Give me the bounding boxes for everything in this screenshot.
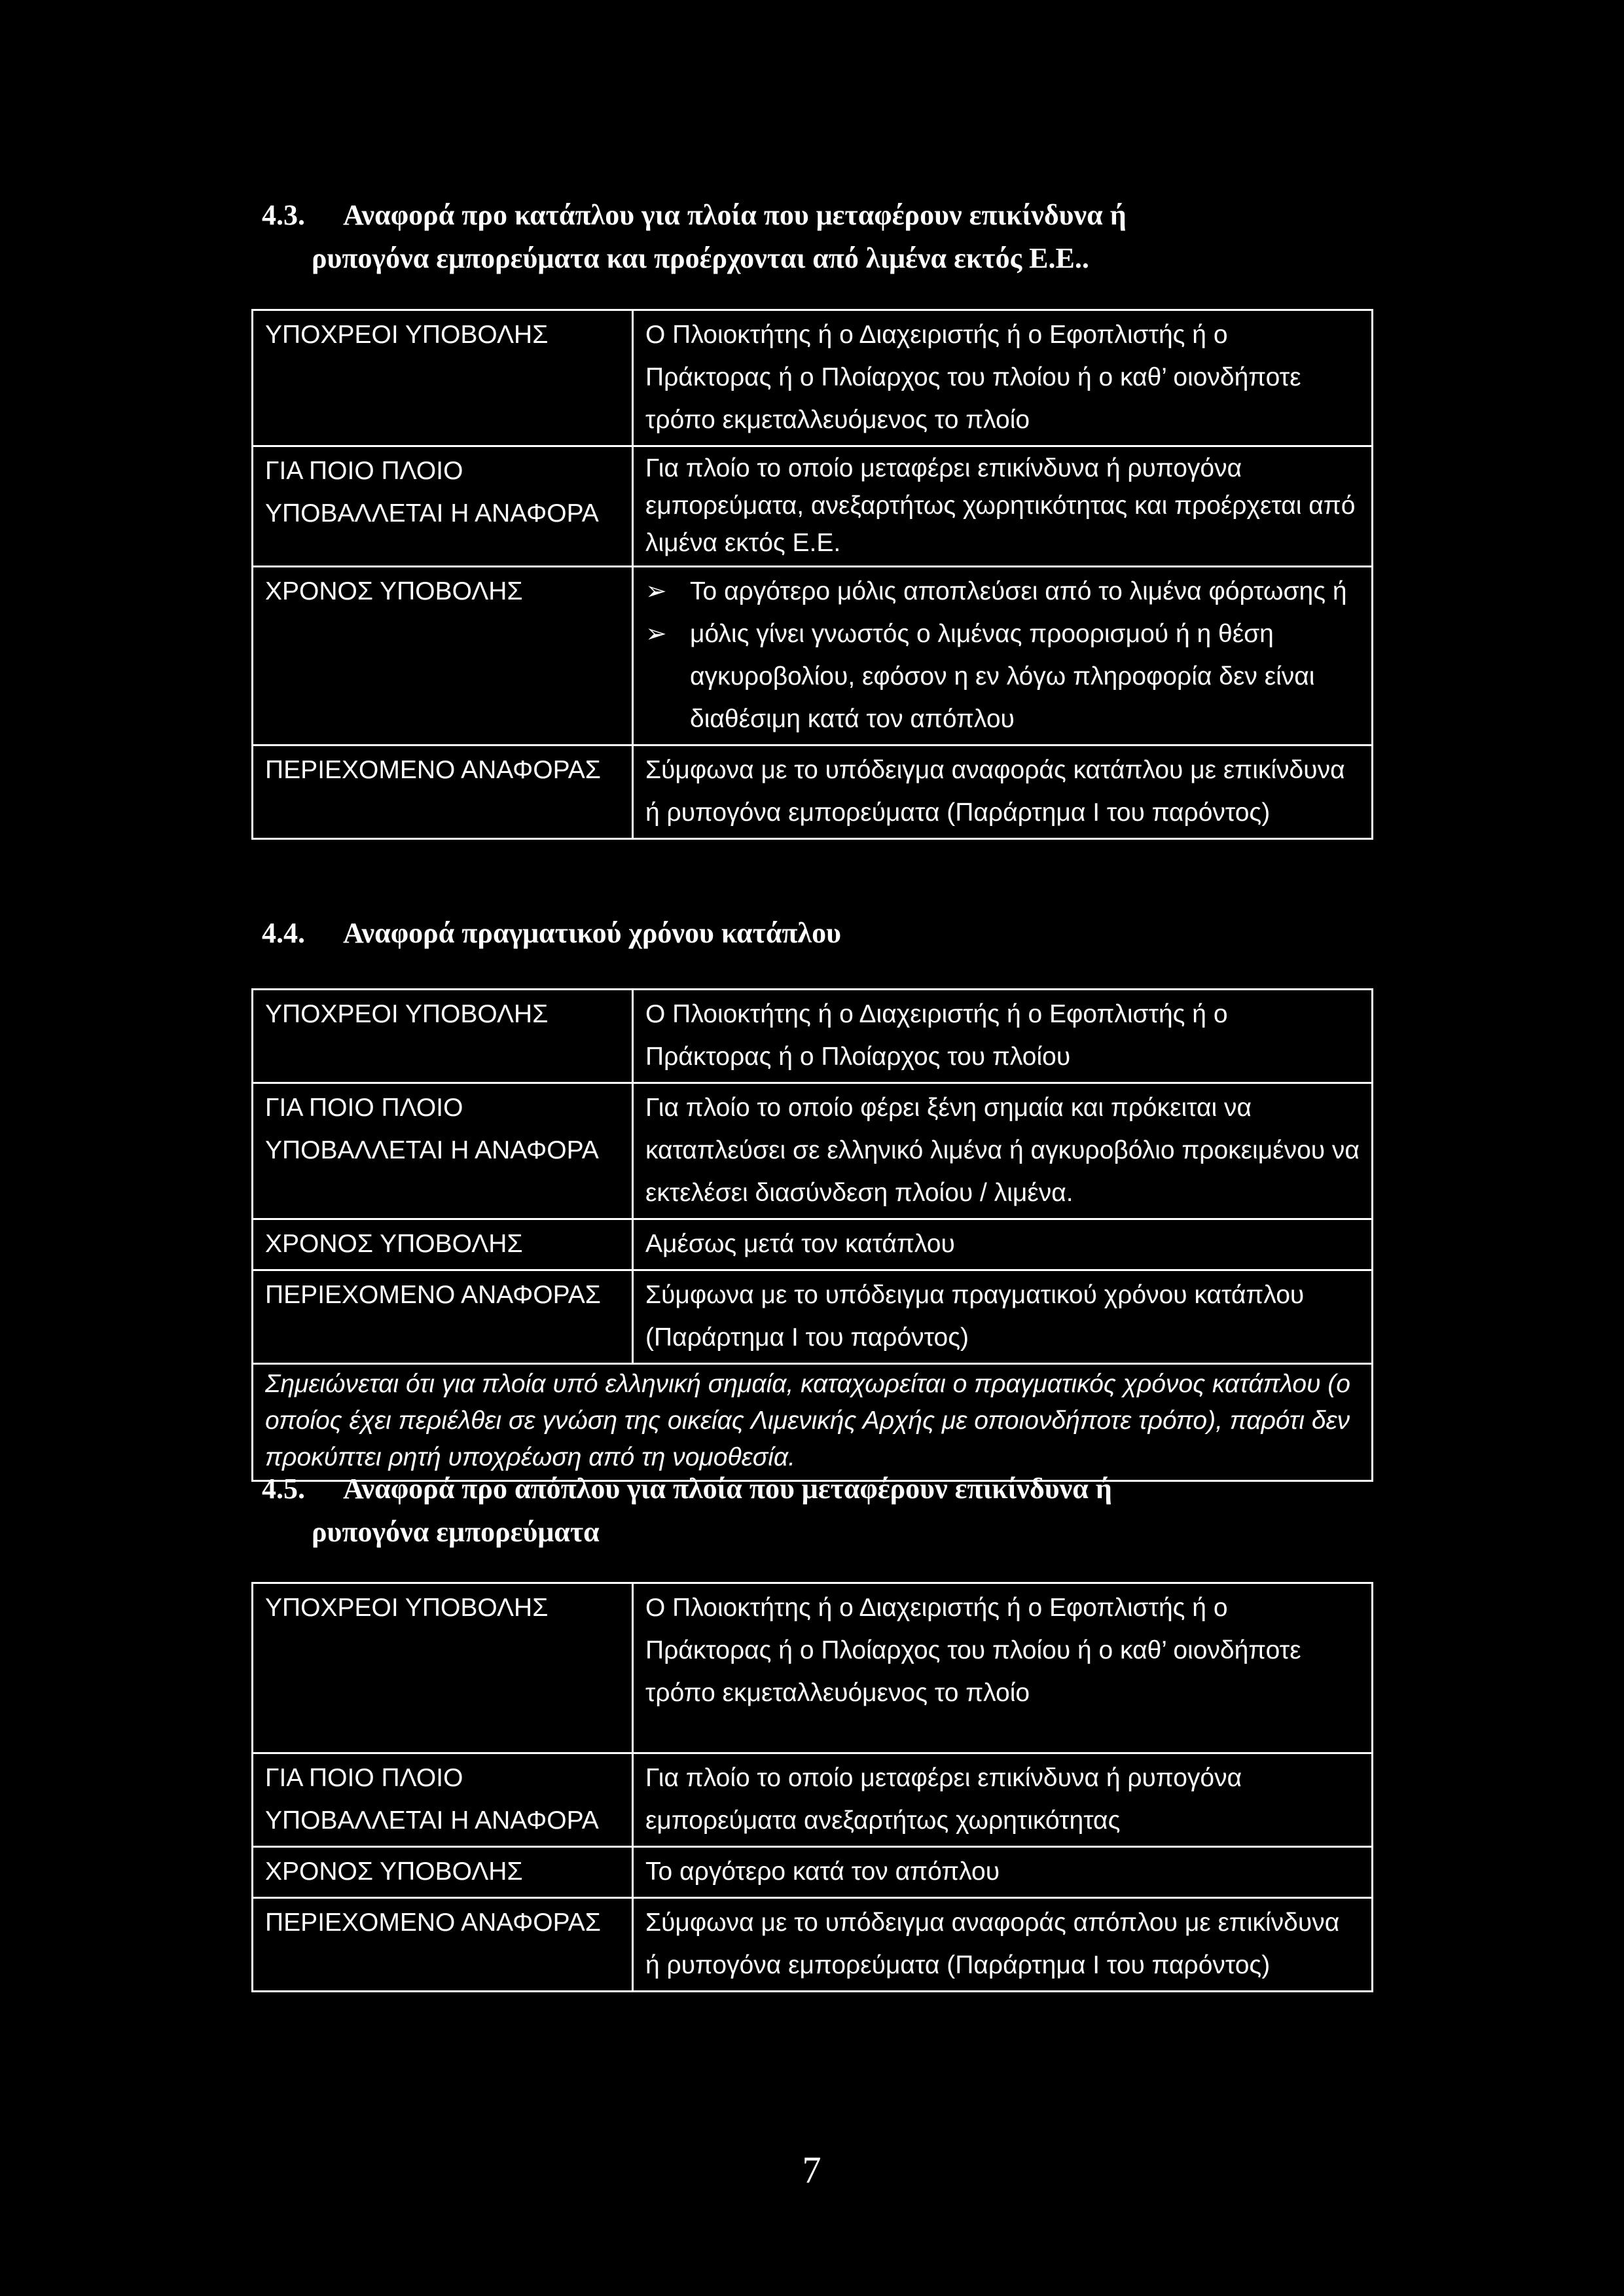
page-number: 7 <box>802 2149 821 2191</box>
note-text: Σημειώνεται ότι για πλοία υπό ελληνική σημαία, καταχωρείται ο πραγματικός χρόνος κατάπλου (ο οποίος έχει περιέλθει σε γνώση της οικείας Λιμενικής Αρχής με οποιονδήποτε τρόπο), παρότι δεν προκύπτει ρητή υποχρέωση από τη νομοθεσία. <box>253 1364 1373 1481</box>
content-label: ΠΕΡΙΕΧΟΜΕΝΟ ΑΝΑΦΟΡΑΣ <box>253 745 633 839</box>
content-value: Σύμφωνα με το υπόδειγμα αναφοράς κατάπλου με επικίνδυνα ή ρυπογόνα εμπορεύματα (Παράρτημα Ι του παρόντος) <box>633 745 1373 839</box>
content-value: Σύμφωνα με το υπόδειγμα πραγματικού χρόνου κατάπλου (Παράρτημα Ι του παρόντος) <box>633 1270 1373 1364</box>
arrow-bullet-icon: ➢ <box>645 620 667 648</box>
obligated-value: Ο Πλοιοκτήτης ή ο Διαχειριστής ή ο Εφοπλιστής ή ο Πράκτορας ή ο Πλοίαρχος του πλοίου ή ο καθ’ οιονδήποτε τρόπο εκμεταλλευόμενος το πλοίο <box>633 310 1373 446</box>
section-title-line-2: ρυπογόνα εμπορεύματα <box>312 1516 600 1548</box>
obligated-value: Ο Πλοιοκτήτης ή ο Διαχειριστής ή ο Εφοπλιστής ή ο Πράκτορας ή ο Πλοίαρχος του πλοίου ή ο καθ’ οιονδήποτε τρόπο εκμεταλλευόμενος το πλοίο <box>633 1583 1373 1753</box>
ship-value: Για πλοίο το οποίο φέρει ξένη σημαία και πρόκειται να καταπλεύσει σε ελληνικό λιμένα ή αγκυροβόλιο προκειμένου να εκτελέσει διασύνδεση πλοίου / λιμένα. <box>633 1083 1373 1219</box>
ship-label-line-2: ΥΠΟΒΑΛΛΕΤΑΙ Η ΑΝΑΦΟΡΑ <box>265 499 599 528</box>
table-row <box>253 310 1373 446</box>
ship-label <box>253 1753 633 1847</box>
content-label: ΠΕΡΙΕΧΟΜΕΝΟ ΑΝΑΦΟΡΑΣ <box>253 1898 633 1992</box>
time-label: ΧΡΟΝΟΣ ΥΠΟΒΟΛΗΣ <box>253 567 633 745</box>
section-4-4-heading <box>262 912 1375 955</box>
ship-label-line-1: ΓΙΑ ΠΟΙΟ ΠΛΟΙΟ <box>265 1094 463 1122</box>
obligated-label: ΥΠΟΧΡΕΟΙ ΥΠΟΒΟΛΗΣ <box>253 1583 633 1753</box>
bullet-item <box>645 570 1360 613</box>
section-number: 4.4. <box>262 917 305 949</box>
obligated-value: Ο Πλοιοκτήτης ή ο Διαχειριστής ή ο Εφοπλιστής ή ο Πράκτορας ή ο Πλοίαρχος του πλοίου <box>633 990 1373 1083</box>
section-number: 4.3. <box>262 199 305 231</box>
table-row <box>253 1219 1373 1270</box>
obligated-label: ΥΠΟΧΡΕΟΙ ΥΠΟΒΟΛΗΣ <box>253 990 633 1083</box>
table-row <box>253 1847 1373 1898</box>
table-row <box>253 1270 1373 1364</box>
section-4-5-table <box>251 1582 1373 1992</box>
ship-label <box>253 1083 633 1219</box>
section-4-3-heading <box>262 194 1375 280</box>
content-label: ΠΕΡΙΕΧΟΜΕΝΟ ΑΝΑΦΟΡΑΣ <box>253 1270 633 1364</box>
ship-value: Για πλοίο το οποίο μεταφέρει επικίνδυνα ή ρυπογόνα εμπορεύματα ανεξαρτήτως χωρητικότητας <box>633 1753 1373 1847</box>
ship-value: Για πλοίο το οποίο μεταφέρει επικίνδυνα ή ρυπογόνα εμπορεύματα, ανεξαρτήτως χωρητικότητας και προέρχεται από λιμένα εκτός Ε.Ε. <box>633 446 1373 567</box>
time-label: ΧΡΟΝΟΣ ΥΠΟΒΟΛΗΣ <box>253 1847 633 1898</box>
section-title-line-1: Αναφορά προ κατάπλου για πλοία που μεταφέρουν επικίνδυνα ή <box>343 199 1127 231</box>
ship-label-line-1: ΓΙΑ ΠΟΙΟ ΠΛΟΙΟ <box>265 1764 463 1792</box>
arrow-bullet-icon: ➢ <box>645 577 667 605</box>
ship-label-line-1: ΓΙΑ ΠΟΙΟ ΠΛΟΙΟ <box>265 457 463 485</box>
ship-label-line-2: ΥΠΟΒΑΛΛΕΤΑΙ Η ΑΝΑΦΟΡΑ <box>265 1136 599 1164</box>
table-row <box>253 1583 1373 1753</box>
table-row <box>253 990 1373 1083</box>
table-row <box>253 1083 1373 1219</box>
section-title-line-1: Αναφορά πραγματικού χρόνου κατάπλου <box>343 917 841 949</box>
bullet-item <box>645 613 1360 740</box>
section-4-4-table <box>251 988 1373 1482</box>
time-value <box>633 567 1373 745</box>
ship-label <box>253 446 633 567</box>
bullet-text: μόλις γίνει γνωστός ο λιμένας προορισμού ή η θέση αγκυροβολίου, εφόσον η εν λόγω πληροφορία δεν είναι διαθέσιμη κατά τον απόπλου <box>690 620 1315 733</box>
section-4-3-table <box>251 309 1373 840</box>
section-title-line-1: Αναφορά προ απόπλου για πλοία που μεταφέρουν επικίνδυνα ή <box>343 1473 1112 1505</box>
table-row <box>253 446 1373 567</box>
content-value: Σύμφωνα με το υπόδειγμα αναφοράς απόπλου με επικίνδυνα ή ρυπογόνα εμπορεύματα (Παράρτημα Ι του παρόντος) <box>633 1898 1373 1992</box>
section-title-line-2: ρυπογόνα εμπορεύματα και προέρχονται από λιμένα εκτός Ε.Ε.. <box>312 242 1089 274</box>
section-4-5-heading <box>262 1467 1375 1554</box>
table-row <box>253 1898 1373 1992</box>
table-row <box>253 1753 1373 1847</box>
ship-label-line-2: ΥΠΟΒΑΛΛΕΤΑΙ Η ΑΝΑΦΟΡΑ <box>265 1806 599 1835</box>
table-row <box>253 1364 1373 1481</box>
time-label: ΧΡΟΝΟΣ ΥΠΟΒΟΛΗΣ <box>253 1219 633 1270</box>
table-row <box>253 567 1373 745</box>
time-value: Αμέσως μετά τον κατάπλου <box>633 1219 1373 1270</box>
section-number: 4.5. <box>262 1473 305 1505</box>
obligated-label: ΥΠΟΧΡΕΟΙ ΥΠΟΒΟΛΗΣ <box>253 310 633 446</box>
bullet-text: Το αργότερο μόλις αποπλεύσει από το λιμένα φόρτωσης ή <box>690 577 1347 605</box>
table-row <box>253 745 1373 839</box>
time-value: Το αργότερο κατά τον απόπλου <box>633 1847 1373 1898</box>
